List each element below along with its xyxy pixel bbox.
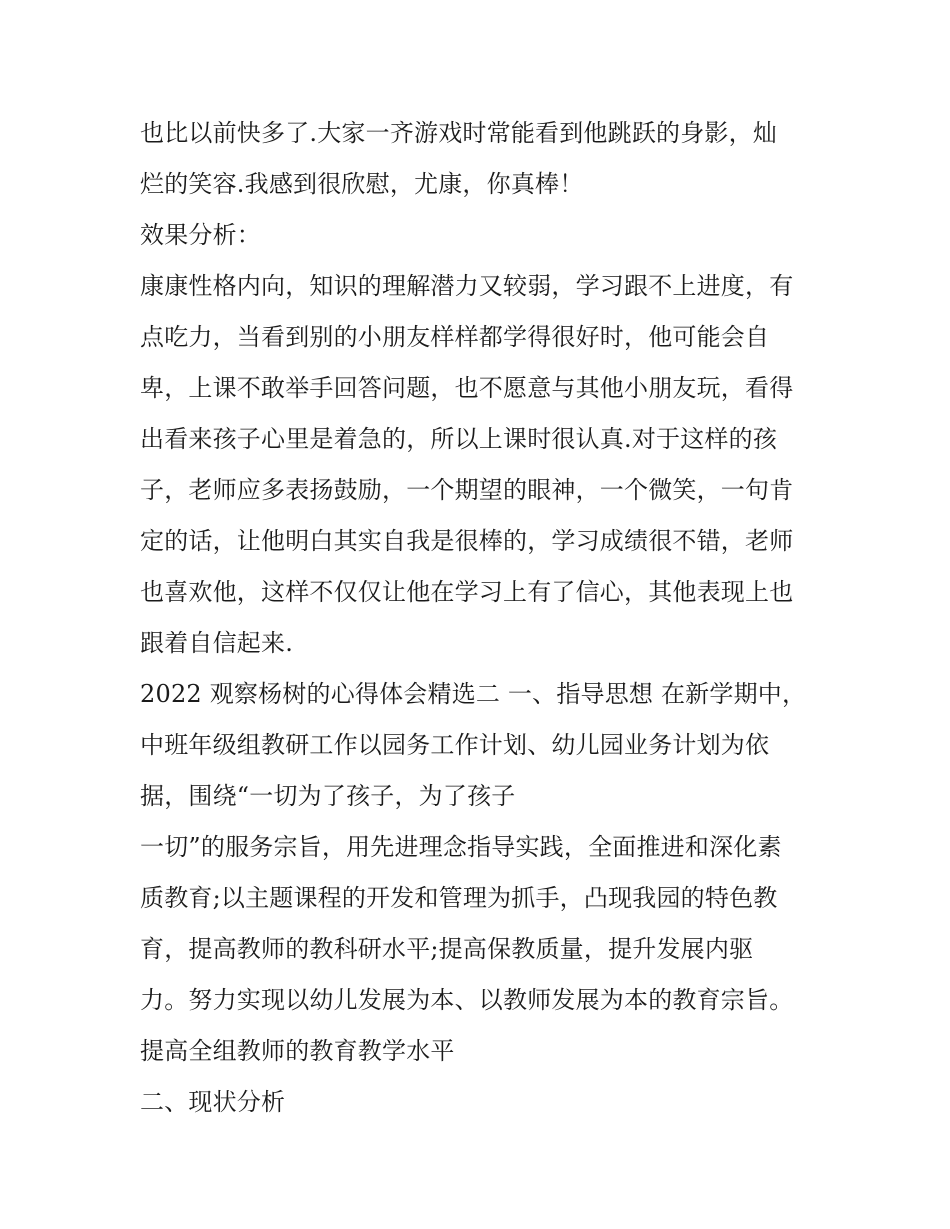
section-heading: 二、现状分析: [140, 1088, 286, 1116]
text-line: 点吃力，当看到别的小朋友样样都学得很好时，他可能会自: [140, 323, 770, 351]
text-line: 定的话，让他明白其实自我是很棒的，学习成绩很不错，老师: [140, 527, 794, 555]
text-line: 力。努力实现以幼儿发展为本、以教师发展为本的教育宗旨。: [140, 986, 794, 1014]
text-line: 也喜欢他，这样不仅仅让他在学习上有了信心，其他表现上也: [140, 578, 794, 606]
text-line: 跟着自信起来.: [140, 629, 294, 657]
text-line: 出看来孩子心里是着急的，所以上课时很认真.对于这样的孩: [140, 425, 778, 453]
section-heading: 效果分析：: [140, 221, 261, 249]
text-line: 据，围绕“一切为了孩子，为了孩子: [140, 782, 516, 810]
text-line: 一切”的服务宗旨，用先进理念指导实践，全面推进和深化素: [140, 833, 782, 861]
text-line: 康康性格内向，知识的理解潜力又较弱，学习跟不上进度，有: [140, 272, 794, 300]
text-line: 卑，上课不敢举手回答问题，也不愿意与其他小朋友玩，看得: [140, 374, 794, 402]
text-line: 也比以前快多了.大家一齐游戏时常能看到他跳跃的身影，灿: [140, 119, 778, 147]
document-body: [140, 108, 840, 1128]
text-line: 提高全组教师的教育教学水平: [140, 1037, 455, 1065]
text-line: 质教育;以主题课程的开发和管理为抓手，凸现我园的特色教: [140, 884, 778, 912]
text-line: 子，老师应多表扬鼓励，一个期望的眼神，一个微笑，一句肯: [140, 476, 794, 504]
text-line: 2022 观察杨树的心得体会精选二 一、指导思想 在新学期中，: [140, 680, 807, 708]
text-line: 中班年级组教研工作以园务工作计划、幼儿园业务计划为依: [140, 731, 770, 759]
text-line: 烂的笑容.我感到很欣慰，尤康，你真棒！: [140, 170, 584, 198]
text-line: 育，提高教师的教科研水平;提高保教质量，提升发展内驱: [140, 935, 754, 963]
